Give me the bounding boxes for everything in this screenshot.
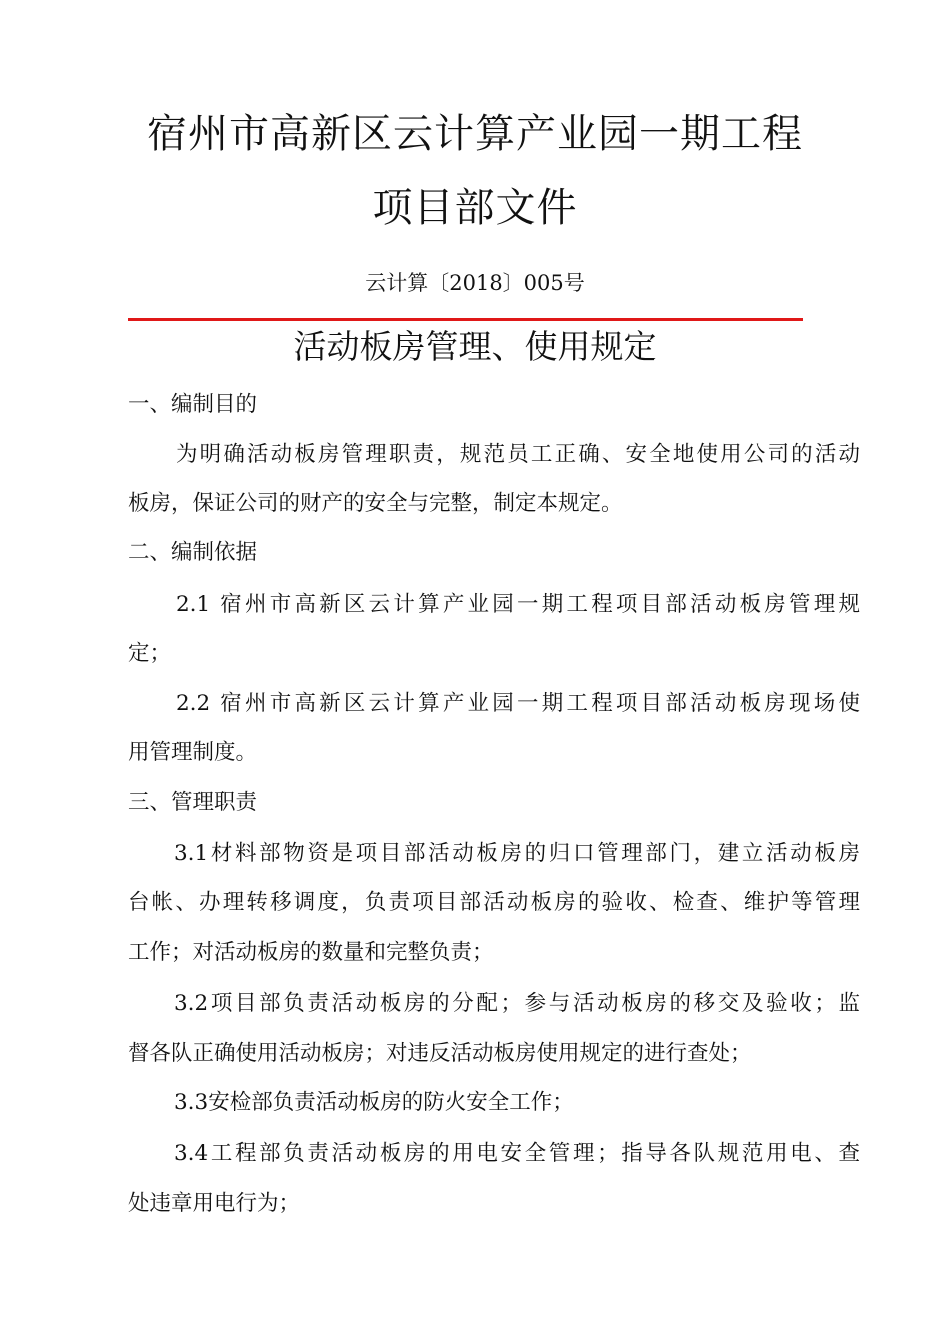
section-heading-basis: 二、编制依据	[128, 540, 258, 565]
paragraph-line: 3.4工程部负责活动板房的用电安全管理；指导各队规范用电、查	[174, 1141, 860, 1166]
paragraph-line: 用管理制度。	[128, 740, 258, 765]
paragraph-line: 督各队正确使用活动板房；对违反活动板房使用规定的进行查处；	[128, 1041, 752, 1066]
paragraph-line: 板房，保证公司的财产的安全与完整，制定本规定。	[128, 491, 623, 516]
document-number: 云计算〔2018〕005号	[365, 271, 585, 295]
paragraph-line: 台帐、办理转移调度，负责项目部活动板房的验收、检查、维护等管理	[128, 890, 860, 915]
paragraph-line: 3.2项目部负责活动板房的分配；参与活动板房的移交及验收；监	[174, 991, 860, 1016]
paragraph-line: 3.1材料部物资是项目部活动板房的归口管理部门，建立活动板房	[174, 841, 860, 866]
paragraph-line: 为明确活动板房管理职责，规范员工正确、安全地使用公司的活动	[176, 442, 860, 467]
document-title: 活动板房管理、使用规定	[293, 327, 657, 366]
paragraph-line: 2.1 宿州市高新区云计算产业园一期工程项目部活动板房管理规	[176, 592, 860, 617]
paragraph-line: 2.2 宿州市高新区云计算产业园一期工程项目部活动板房现场使	[176, 691, 860, 716]
paragraph-line: 定；	[128, 641, 172, 666]
header-title-line-2: 项目部文件	[372, 185, 578, 231]
paragraph-line: 处违章用电行为；	[128, 1191, 301, 1216]
paragraph-line: 工作；对活动板房的数量和完整负责；	[128, 940, 494, 965]
header-title-line-1: 宿州市高新区云计算产业园一期工程	[147, 111, 803, 157]
section-heading-responsibilities: 三、管理职责	[128, 790, 258, 815]
section-heading-purpose: 一、编制目的	[128, 392, 258, 417]
red-header-rule	[128, 318, 803, 321]
paragraph-line: 3.3安检部负责活动板房的防火安全工作；	[174, 1090, 574, 1115]
